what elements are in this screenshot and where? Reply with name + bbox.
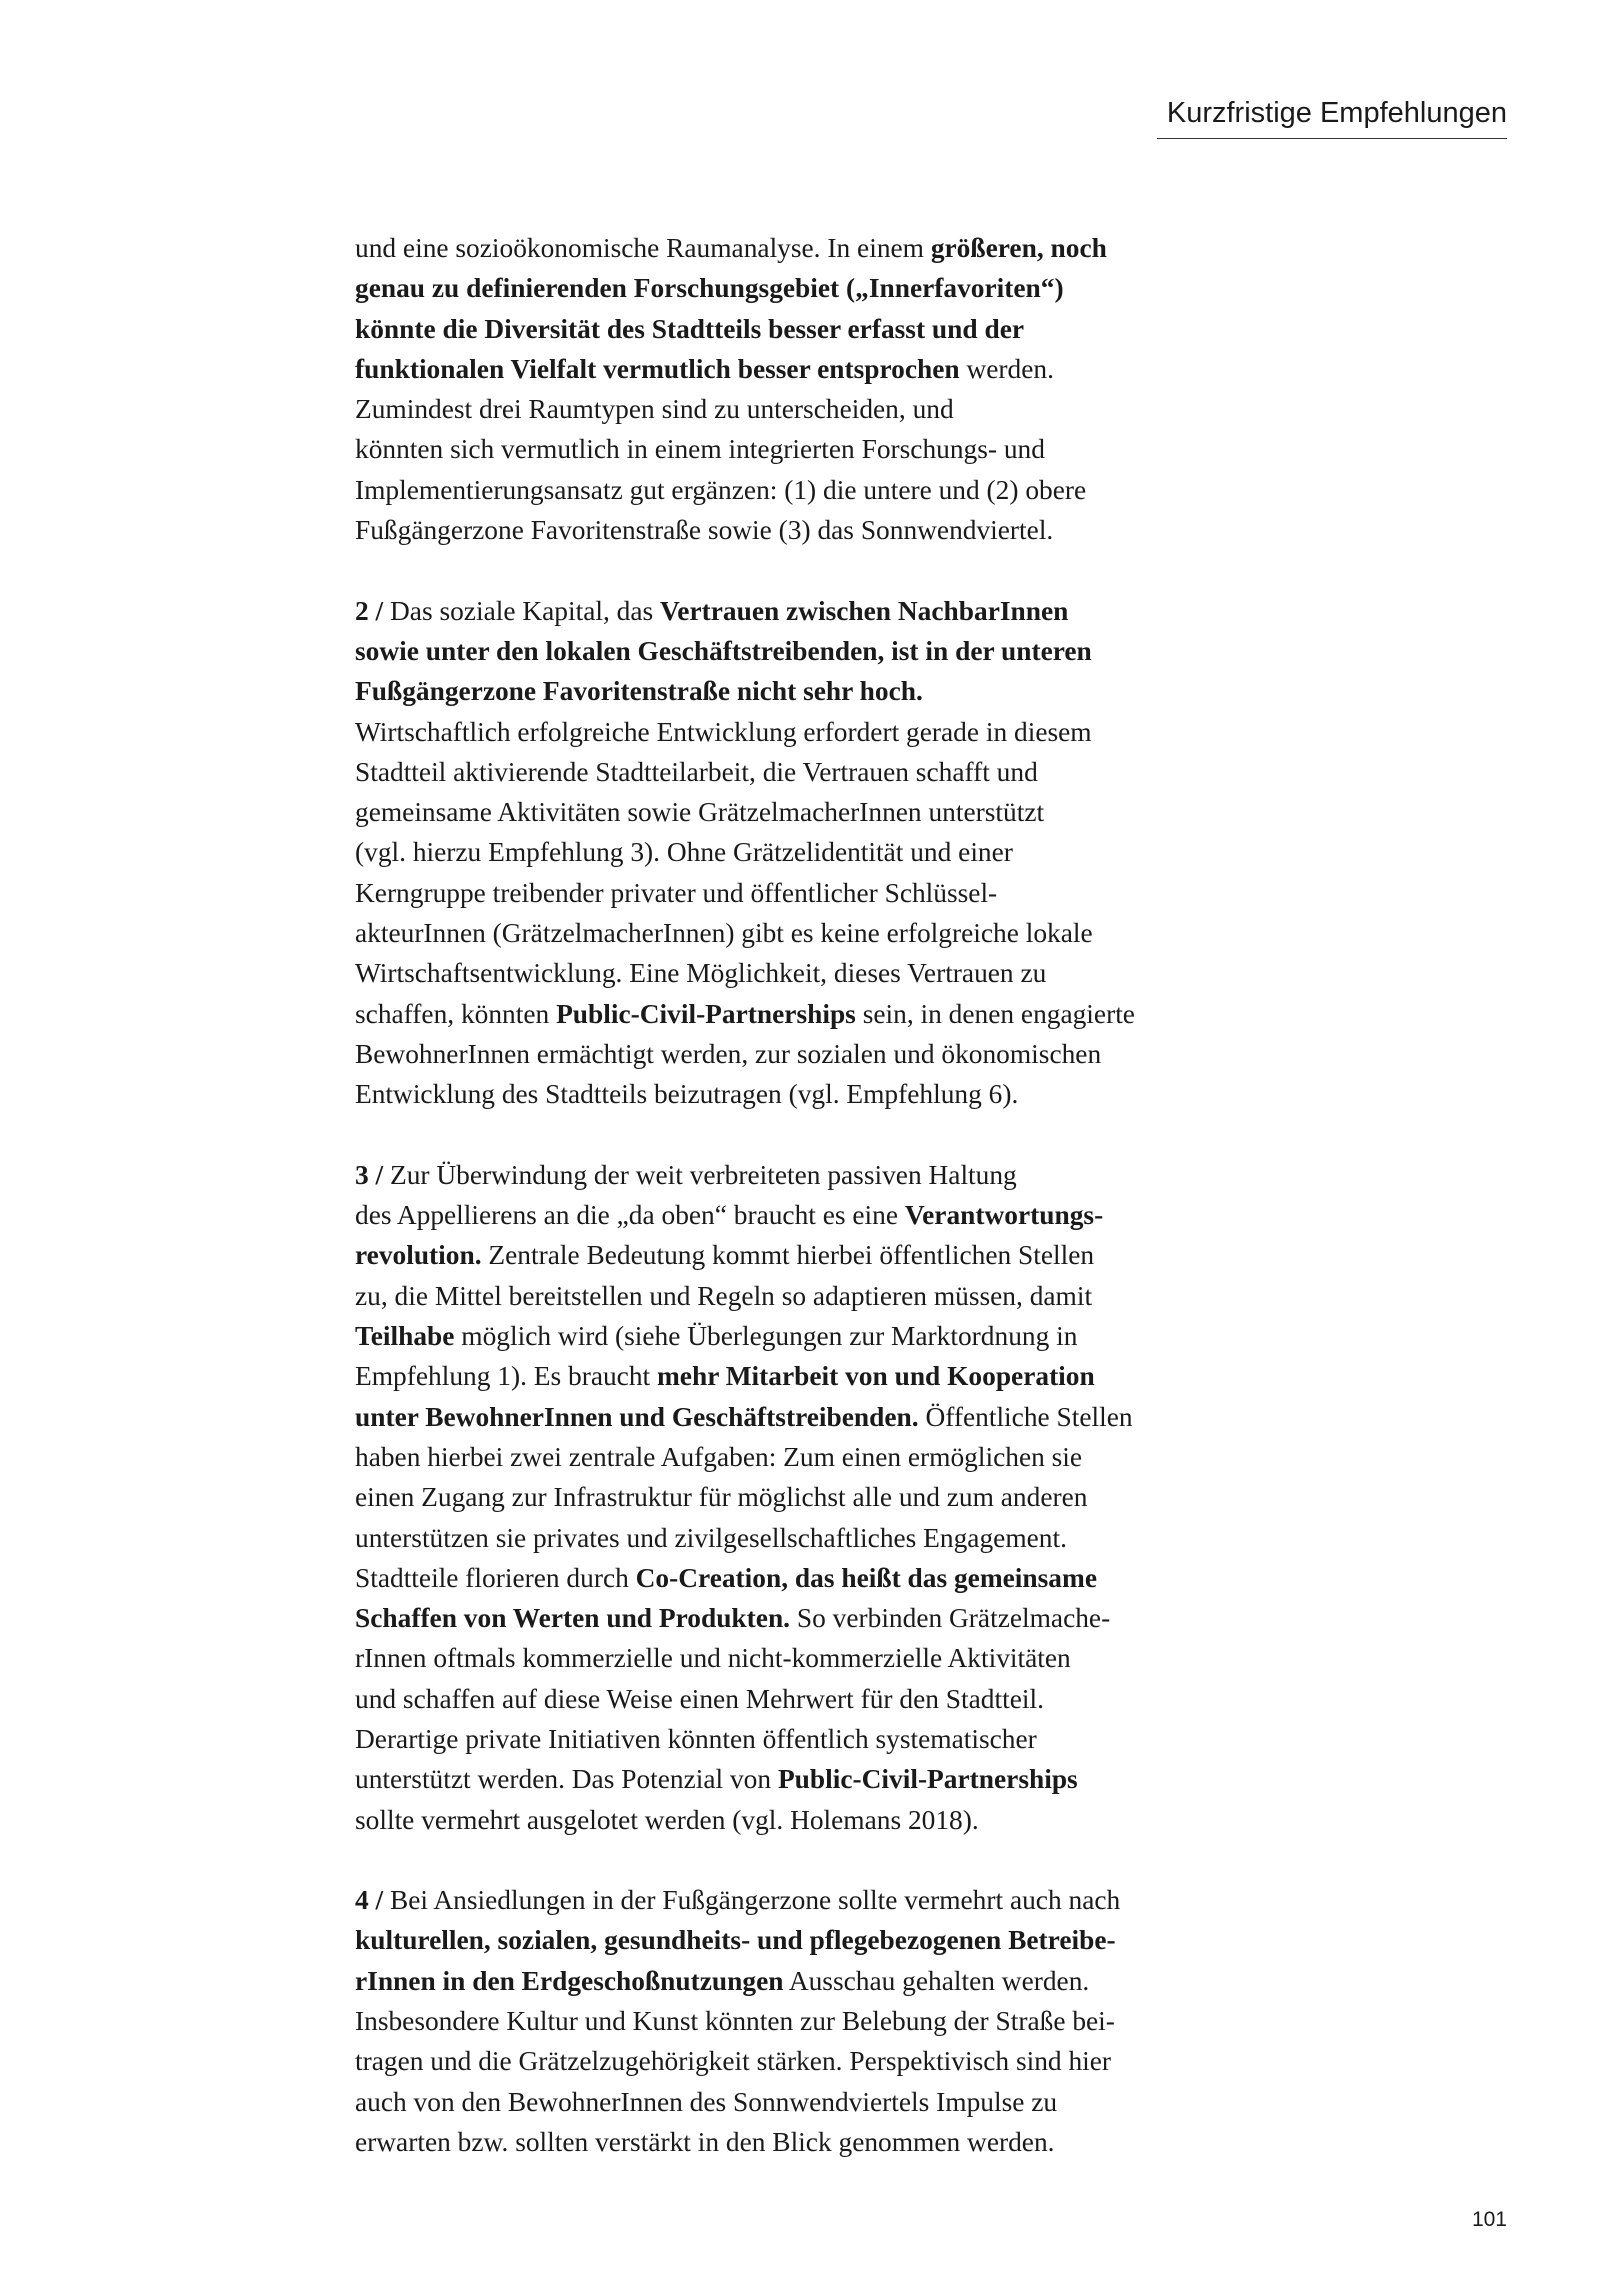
text-segment: rInnen oftmals kommerzielle und nicht-kommerzielle Aktivitäten (355, 1643, 1071, 1674)
text-line (355, 913, 1235, 953)
text-segment: und schaffen auf diese Weise einen Mehrwert für den Stadtteil. (355, 1683, 1044, 1714)
text-line (355, 591, 1235, 631)
text-line (355, 1558, 1235, 1598)
bold-text-segment: Vertrauen zwischen NachbarInnen (660, 595, 1069, 626)
text-line (355, 832, 1235, 872)
bold-text-segment: genau zu definierenden Forschungsgebiet („Innerfavoriten“) (355, 273, 1064, 304)
bold-text-segment: funktionalen Vielfalt vermutlich besser entsprochen (355, 353, 960, 384)
running-header (1157, 98, 1507, 139)
bold-text-segment: Co-Creation, das heißt das gemeinsame (635, 1562, 1097, 1593)
text-segment: So verbinden Grätzelmache- (790, 1603, 1111, 1634)
paragraph-3 (355, 1155, 1235, 1840)
text-line (355, 309, 1235, 349)
bold-text-segment: 4 / (355, 1885, 384, 1916)
bold-text-segment: Public-Civil-Partnerships (777, 1764, 1078, 1795)
text-segment: Derartige private Initiativen könnten öffentlich systematischer (355, 1723, 1037, 1754)
text-segment: Ausschau gehalten werden. (783, 1965, 1090, 1996)
bold-text-segment: kulturellen, sozialen, gesundheits- und pflegebezogenen Betreibe- (355, 1925, 1116, 1956)
text-segment: (vgl. hierzu Empfehlung 3). Ohne Grätzelidentität und einer (355, 837, 1013, 868)
text-line (355, 1195, 1235, 1235)
bold-text-segment: sowie unter den lokalen Geschäftstreibenden, ist in der unteren (355, 635, 1092, 666)
text-segment: zu, die Mittel bereitstellen und Regeln so adaptieren müssen, damit (355, 1280, 1093, 1311)
text-segment: Wirtschaftsentwicklung. Eine Möglichkeit, dieses Vertrauen zu (355, 958, 1047, 989)
bold-text-segment: könnte die Diversität des Stadtteils besser erfasst und der (355, 313, 1025, 344)
text-segment: gemeinsame Aktivitäten sowie GrätzelmacherInnen unterstützt (355, 797, 1045, 828)
text-line (355, 1034, 1235, 1074)
text-line (355, 1235, 1235, 1275)
text-segment: Zumindest drei Raumtypen sind zu unterscheiden, und (355, 394, 954, 425)
paragraph-4 (355, 1880, 1235, 2162)
text-segment: unterstützt werden. Das Potenzial von (355, 1764, 778, 1795)
text-line (355, 1155, 1235, 1195)
bold-text-segment: 2 / (355, 595, 384, 626)
text-line (355, 1598, 1235, 1638)
text-segment: haben hierbei zwei zentrale Aufgaben: Zum einen ermöglichen sie (355, 1441, 1083, 1472)
text-line (355, 994, 1235, 1034)
text-line (355, 1759, 1235, 1799)
text-segment: einen Zugang zur Infrastruktur für möglichst alle und zum anderen (355, 1482, 1088, 1513)
text-segment: schaffen, könnten (355, 998, 557, 1029)
text-segment: möglich wird (siehe Überlegungen zur Marktordnung in (454, 1321, 1078, 1352)
bold-text-segment: 3 / (355, 1159, 384, 1190)
text-segment: und eine sozioökonomische Raumanalyse. In einem (355, 233, 931, 263)
text-line (355, 873, 1235, 913)
text-line (355, 1679, 1235, 1719)
text-line (355, 1074, 1235, 1114)
text-line (355, 1961, 1235, 2001)
text-segment: Das soziale Kapital, das (383, 595, 661, 626)
bold-text-segment: Public-Civil-Partnerships (556, 998, 856, 1029)
text-line (355, 349, 1235, 389)
page-number: 101 (1471, 2208, 1507, 2231)
text-line (355, 2122, 1235, 2162)
running-header-title: Kurzfristige Empfehlungen (1166, 97, 1507, 129)
text-segment: tragen und die Grätzelzugehörigkeit stärken. Perspektivisch sind hier (355, 2046, 1112, 2077)
text-segment: erwarten bzw. sollten verstärkt in den Blick genommen werden. (355, 2126, 1055, 2157)
bold-text-segment: unter BewohnerInnen und Geschäftstreibenden. (355, 1401, 919, 1432)
text-line (355, 1437, 1235, 1477)
bold-text-segment: mehr Mitarbeit von und Kooperation (656, 1361, 1095, 1392)
text-line (355, 1719, 1235, 1759)
text-segment: Zentrale Bedeutung kommt hierbei öffentlichen Stellen (481, 1240, 1095, 1271)
text-segment: Entwicklung des Stadtteils beizutragen (vgl. Empfehlung 6). (355, 1079, 1019, 1110)
text-segment: unterstützen sie privates und zivilgesellschaftliches Engagement. (355, 1522, 1067, 1553)
text-segment: des Appellierens an die „da oben“ braucht es eine (355, 1200, 905, 1231)
text-line (355, 429, 1235, 469)
text-line (355, 1276, 1235, 1316)
bold-text-segment: rInnen in den Erdgeschoßnutzungen (355, 1965, 784, 1996)
text-segment: sollte vermehrt ausgelotet werden (vgl. Holemans 2018). (355, 1804, 979, 1835)
body-text (355, 228, 1235, 2162)
bold-text-segment: Teilhabe (355, 1321, 455, 1352)
text-segment: Wirtschaftlich erfolgreiche Entwicklung erfordert gerade in diesem (355, 716, 1092, 747)
text-line (355, 2041, 1235, 2081)
bold-text-segment: revolution. (355, 1240, 482, 1271)
text-segment: BewohnerInnen ermächtigt werden, zur sozialen und ökonomischen (355, 1038, 1102, 1069)
text-line (355, 389, 1235, 429)
text-line (355, 631, 1235, 671)
text-segment: akteurInnen (GrätzelmacherInnen) gibt es keine erfolgreiche lokale (355, 918, 1093, 949)
text-segment: Stadtteile florieren durch (355, 1562, 636, 1593)
text-line (355, 2082, 1235, 2122)
bold-text-segment: Fußgängerzone Favoritenstraße nicht sehr hoch. (355, 676, 923, 707)
text-segment: Empfehlung 1). Es braucht (355, 1361, 657, 1392)
text-line (355, 671, 1235, 711)
paragraph-1 (355, 228, 1235, 550)
bold-text-segment: Verantwortungs- (904, 1200, 1104, 1231)
text-segment: Zur Überwindung der weit verbreiteten passiven Haltung (383, 1159, 1017, 1190)
text-segment: Öffentliche Stellen (918, 1401, 1133, 1432)
text-segment: sein, in denen engagierte (855, 998, 1135, 1029)
text-line (355, 1638, 1235, 1678)
text-segment: werden. (959, 353, 1054, 384)
text-line (355, 1397, 1235, 1437)
bold-text-segment: Schaffen von Werten und Produkten. (355, 1603, 791, 1634)
text-segment: Insbesondere Kultur und Kunst könnten zur Belebung der Straße bei- (355, 2006, 1115, 2037)
text-line (355, 1920, 1235, 1960)
paragraph-2 (355, 591, 1235, 1115)
text-line (355, 228, 1235, 268)
text-line (355, 268, 1235, 308)
text-segment: könnten sich vermutlich in einem integrierten Forschungs- und (355, 434, 1045, 465)
text-line (355, 792, 1235, 832)
text-segment: Bei Ansiedlungen in der Fußgängerzone sollte vermehrt auch nach (383, 1885, 1121, 1916)
text-segment: Stadtteil aktivierende Stadtteilarbeit, die Vertrauen schafft und (355, 756, 1038, 787)
text-line (355, 1880, 1235, 1920)
text-segment: auch von den BewohnerInnen des Sonnwendviertels Impulse zu (355, 2086, 1058, 2117)
text-line (355, 2001, 1235, 2041)
text-segment: Kerngruppe treibender privater und öffentlicher Schlüssel- (355, 877, 998, 908)
text-line (355, 1477, 1235, 1517)
text-segment: Implementierungsansatz gut ergänzen: (1) die untere und (2) obere (355, 474, 1087, 505)
text-line (355, 470, 1235, 510)
text-line (355, 1356, 1235, 1396)
text-line (355, 1316, 1235, 1356)
text-line (355, 1518, 1235, 1558)
text-segment: Fußgängerzone Favoritenstraße sowie (3) das Sonnwendviertel. (355, 515, 1054, 546)
text-line (355, 1800, 1235, 1840)
bold-text-segment: größeren, noch (930, 233, 1107, 263)
text-line (355, 712, 1235, 752)
text-line (355, 953, 1235, 993)
text-line (355, 510, 1235, 550)
text-line (355, 752, 1235, 792)
